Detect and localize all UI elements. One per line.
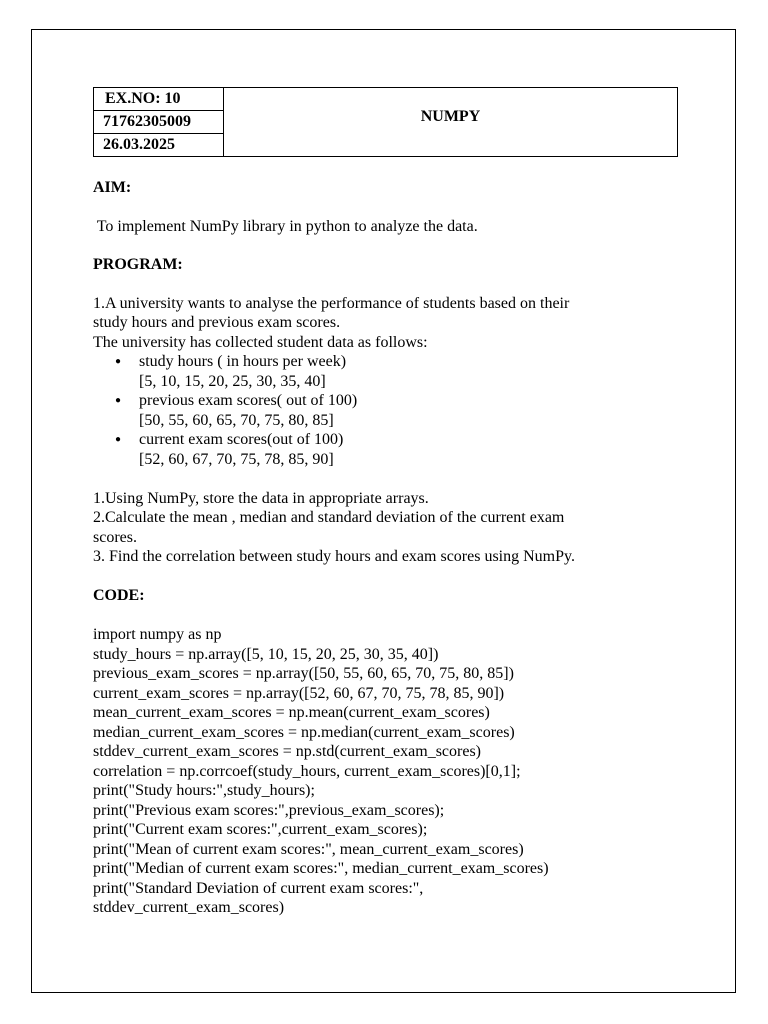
- code-line: mean_current_exam_scores = np.mean(current_exam_scores): [93, 704, 490, 721]
- roll-number: 71762305009: [94, 111, 223, 134]
- list-item-label: previous exam scores( out of 100): [139, 392, 358, 409]
- task-line: scores.: [93, 528, 137, 546]
- intro-line: 1.A university wants to analyse the performance of students based on their: [93, 294, 570, 312]
- code-line: print("Current exam scores:",current_exam_scores);: [93, 821, 428, 838]
- code-line: stddev_current_exam_scores): [93, 899, 285, 916]
- list-item-label: study hours ( in hours per week): [139, 353, 347, 370]
- intro-line: study hours and previous exam scores.: [93, 314, 341, 331]
- list-item-values: [52, 60, 67, 70, 75, 78, 85, 90]: [139, 450, 334, 468]
- document-body: [93, 178, 693, 918]
- code-line: print("Median of current exam scores:", median_current_exam_scores): [93, 860, 549, 877]
- list-item-values: [50, 55, 60, 65, 70, 75, 80, 85]: [139, 411, 334, 429]
- aim-heading: AIM:: [93, 179, 132, 196]
- code-line: print("Standard Deviation of current exam scores:",: [93, 879, 424, 897]
- code-line: print("Previous exam scores:",previous_exam_scores);: [93, 801, 445, 819]
- list-item-label: current exam scores(out of 100): [139, 431, 344, 448]
- document-title: [224, 88, 677, 156]
- data-list: [93, 352, 693, 469]
- code-line: study_hours = np.array([5, 10, 15, 20, 25, 30, 35, 40]): [93, 645, 439, 663]
- header-info-column: [94, 88, 224, 156]
- bullet-icon: ●: [115, 395, 122, 406]
- bullet-icon: ●: [115, 434, 122, 445]
- code-block: [93, 625, 693, 918]
- title-text: NUMPY: [420, 108, 481, 125]
- program-heading: PROGRAM:: [93, 256, 183, 273]
- intro-line: The university has collected student data as follows:: [93, 333, 428, 351]
- code-line: median_current_exam_scores = np.median(current_exam_scores): [93, 723, 515, 741]
- code-line: import numpy as np: [93, 626, 222, 643]
- task-line: 3. Find the correlation between study hours and exam scores using NumPy.: [93, 548, 575, 565]
- code-line: print("Mean of current exam scores:", mean_current_exam_scores): [93, 840, 524, 858]
- list-item-values: [5, 10, 15, 20, 25, 30, 35, 40]: [139, 372, 326, 390]
- code-line: previous_exam_scores = np.array([50, 55, 60, 65, 70, 75, 80, 85]): [93, 665, 514, 682]
- list-item: [93, 391, 693, 430]
- code-line: current_exam_scores = np.array([52, 60, 67, 70, 75, 78, 85, 90]): [93, 684, 505, 702]
- ex-no: EX.NO: 10: [94, 88, 223, 111]
- header-table: [93, 87, 678, 157]
- date: 26.03.2025: [103, 136, 175, 153]
- list-item: [93, 430, 693, 469]
- code-heading: CODE:: [93, 587, 145, 604]
- list-item: [93, 352, 693, 391]
- code-line: correlation = np.corrcoef(study_hours, current_exam_scores)[0,1];: [93, 762, 521, 780]
- aim-text: To implement NumPy library in python to analyze the data.: [93, 217, 478, 235]
- bullet-icon: ●: [115, 356, 122, 367]
- task-line: 1.Using NumPy, store the data in appropriate arrays.: [93, 489, 429, 507]
- code-line: print("Study hours:",study_hours);: [93, 782, 315, 799]
- task-line: 2.Calculate the mean , median and standard deviation of the current exam: [93, 509, 565, 526]
- code-line: stddev_current_exam_scores = np.std(current_exam_scores): [93, 743, 481, 760]
